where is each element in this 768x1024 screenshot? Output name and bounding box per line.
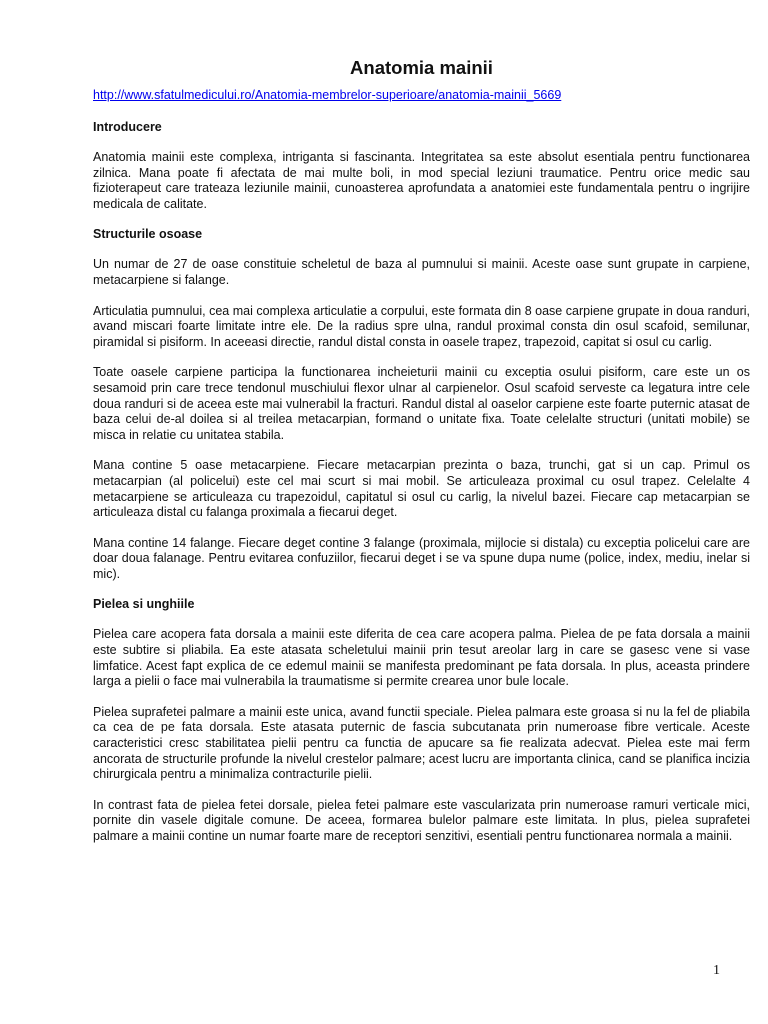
paragraph: In contrast fata de pielea fetei dorsale, pielea fetei palmare este vascularizata prin numeroase ramuri verticale mici, pornite din vasele digitale comune. De aceea, formarea bulelor palmare este limitata. In plus, pielea suprafetei palmare a mainii contine un numar foarte mare de receptori senzitivi, esentiali pentru functionarea normala a mainii. — [93, 797, 750, 843]
section-introducere — [93, 120, 750, 212]
page-number: 1 — [713, 963, 720, 978]
paragraph: Mana contine 5 oase metacarpiene. Fiecare metacarpian prezinta o baza, trunchi, gat si un cap. Primul os metacarpian (al policelui) este cel mai scurt si mai mobil. Se articuleaza proximal cu osul trapez. Celelalte 4 metacarpiene se articuleaza cu trapezoidul, capitatul si osul cu carlig, la nivelul bazei. Fiecare cap metacarpian se articuleaza distal cu falanga proximala a fiecarui deget. — [93, 458, 750, 520]
paragraph: Articulatia pumnului, cea mai complexa articulatie a corpului, este formata din 8 oase carpiene grupate in doua randuri, avand miscari foarte limitate intre ele. De la radius spre ulna, randul proximal consta din osul scafoid, semilunar, piramidal si pisiform. In aceeasi directie, randul distal consta in oasele trapez, trapezoid, capitat si osul cu carlig. — [93, 303, 750, 349]
section-structurile-osoase — [93, 227, 750, 582]
section-pielea-si-unghiile — [93, 597, 750, 844]
paragraph: Pielea suprafetei palmare a mainii este unica, avand functii speciale. Pielea palmara este groasa si nu la fel de pliabila ca cea de pe fata dorsala. Este atasata puternic de fascia subcutanata prin numeroase fibre verticale. Aceste caracteristici cresc stabilitatea pielii pentru ca functia de apucare sa fie realizata adecvat. Pielea este mai ferm ancorata de structurile profunde la nivelul crestelor palmare; acest lucru are importanta clinica, cand se planifica incizia chirurgicala pentru a minimaliza contracturile pielii. — [93, 704, 750, 782]
section-heading-introducere: Introducere — [93, 120, 162, 134]
paragraph: Un numar de 27 de oase constituie scheletul de baza al pumnului si mainii. Aceste oase sunt grupate in carpiene, metacarpiene si falange. — [93, 257, 750, 287]
section-heading-pielea-si-unghiile: Pielea si unghiile — [93, 597, 195, 612]
section-heading-structurile-osoase: Structurile osoase — [93, 227, 203, 242]
paragraph: Toate oasele carpiene participa la functionarea incheieturii mainii cu exceptia osului pisiform, care este un os sesamoid prin care trece tendonul muschiului flexor ulnar al carpienelor. Osul scafoid serveste ca legatura intre cele doua randuri si de aceea este mai vulnerabil la fracturi. Randul distal al oaselor carpiene este foarte puternic atasat de baza celui de-al doilea si al treilea metacarpian, formand o unitate fixa. Toate celelalte structuri (unitati mobile) se misca in relatie cu unitatea stabila. — [93, 365, 750, 442]
source-link[interactable]: http://www.sfatulmedicului.ro/Anatomia-membrelor-superioare/anatomia-mainii_5669 — [93, 88, 562, 102]
paragraph: Pielea care acopera fata dorsala a mainii este diferita de cea care acopera palma. Pielea de pe fata dorsala a mainii este subtire si pliabila. Ea este atasata scheletului mainii prin tesut areolar larg in care se gasesc vene si vase limfatice. Acest fapt explica de ce edemul mainii se manifesta predominant pe fata dorsala. In plus, aceasta prindere larga a pielii o face mai vulnerabila la traumatisme si permite crearea unor bule locale. — [93, 627, 750, 689]
document-title: Anatomia mainii — [350, 57, 493, 78]
document-page — [93, 56, 750, 860]
paragraph: Mana contine 14 falange. Fiecare deget contine 3 falange (proximala, mijlocie si distala) cu exceptia policelui care are doar doua falanage. Pentru evitarea confuziilor, fiecarui deget i se va spune dupa nume (police, index, mediu, inelar si mic). — [93, 535, 750, 581]
paragraph: Anatomia mainii este complexa, intriganta si fascinanta. Integritatea sa este absolut esentiala pentru functionarea zilnica. Mana poate fi afectata de mai multe boli, in mod special leziuni traumatice. Pentru orice medic sau fizioterapeut care trateaza leziunile mainii, cunoasterea aprofundata a anatomiei este fundamentala pentru o ingrijire medicala de calitate. — [93, 150, 750, 211]
